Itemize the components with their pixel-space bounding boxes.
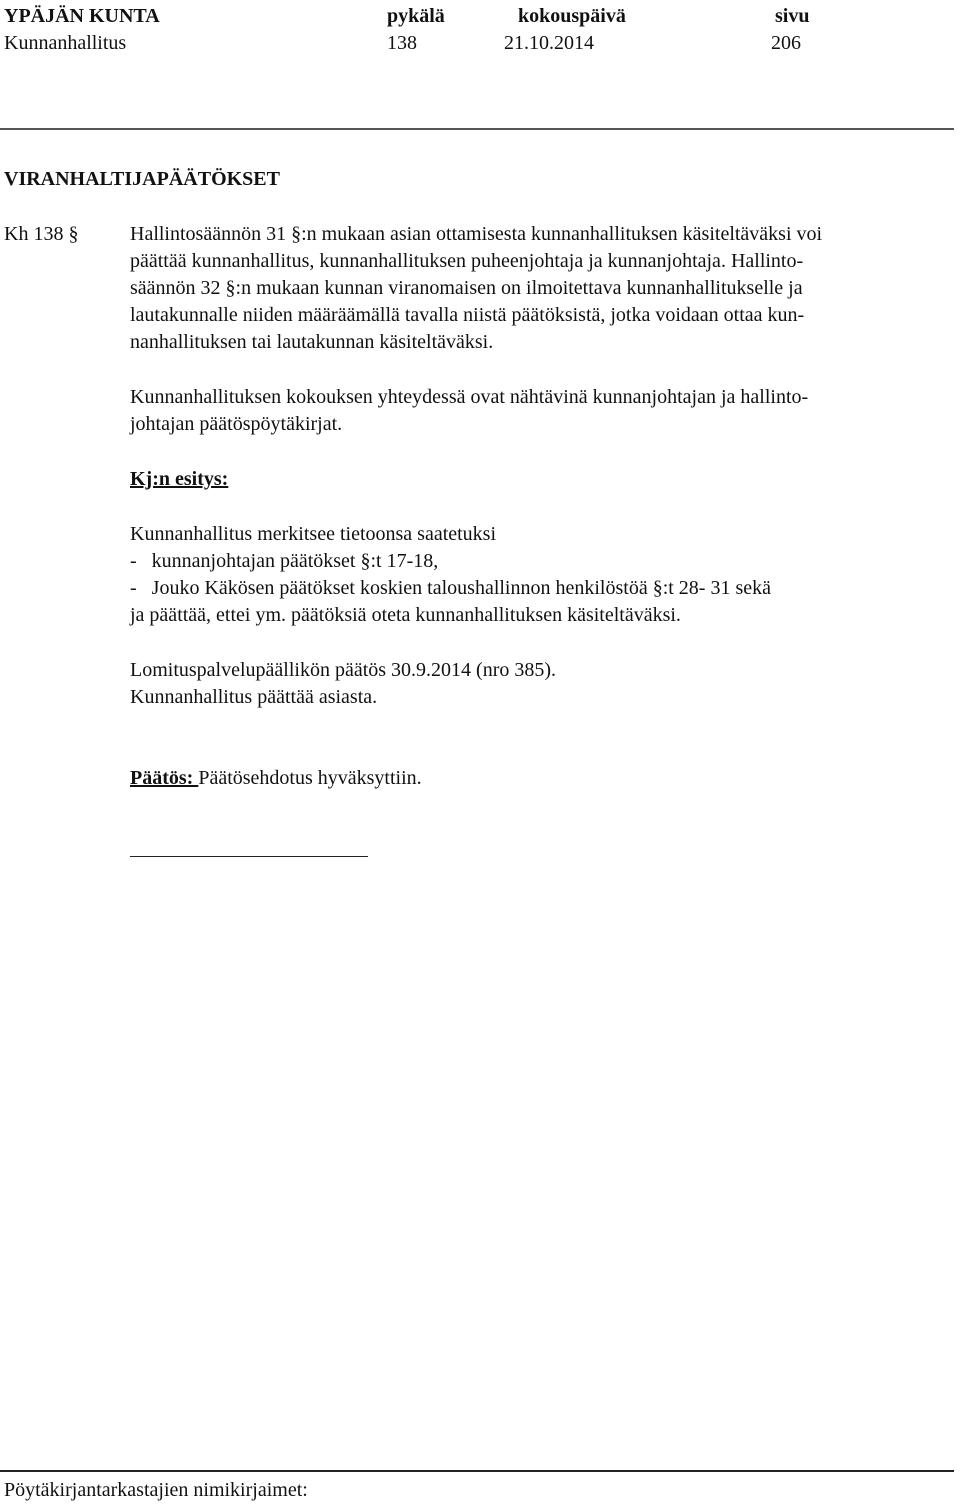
header-pykala-value: 138 xyxy=(387,32,417,54)
paragraph-1-line: säännön 32 §:n mukaan kunnan viranomaisen on ilmoitettava kunnanhallitukselle ja xyxy=(130,277,803,299)
proposal-line: - kunnanjohtajan päätökset §:t 17-18, xyxy=(130,550,439,572)
paragraph-2-line: johtajan päätöspöytäkirjat. xyxy=(130,413,343,435)
paragraph-2-line: Kunnanhallituksen kokouksen yhteydessä ovat nähtävinä kunnanjohtajan ja hallinto- xyxy=(130,386,809,408)
proposal-line: ja päättää, ettei ym. päätöksiä oteta kunnanhallituksen käsiteltäväksi. xyxy=(130,604,681,626)
proposal-line: - Jouko Käkösen päätökset koskien taloushallinnon henkilöstöä §:t 28- 31 sekä xyxy=(130,577,772,599)
decision-label: Päätös: xyxy=(130,767,199,789)
note-line: Lomituspalvelupäällikön päätös 30.9.2014 (nro 385). xyxy=(130,659,557,681)
signature-line xyxy=(130,856,368,857)
note-line: Kunnanhallitus päättää asiasta. xyxy=(130,686,378,708)
paragraph-1 xyxy=(130,221,960,356)
proposal-heading: Kj:n esitys: xyxy=(130,468,229,490)
header-label-pykala: pykälä xyxy=(387,5,445,27)
header-label-kokouspaiva: kokouspäivä xyxy=(518,5,626,27)
section-title: VIRANHALTIJAPÄÄTÖKSET xyxy=(4,168,280,190)
paragraph-1-line: lautakunnalle niiden määräämällä tavalla niistä päätöksistä, jotka voidaan ottaa kun- xyxy=(130,304,805,326)
footer-initials-label: Pöytäkirjantarkastajien nimikirjaimet: xyxy=(4,1479,308,1501)
note-block xyxy=(130,657,960,711)
header-divider xyxy=(0,128,954,130)
proposal-line: Kunnanhallitus merkitsee tietoonsa saatetuksi xyxy=(130,523,497,545)
municipality-name: YPÄJÄN KUNTA xyxy=(4,5,160,27)
paragraph-1-line: päättää kunnanhallitus, kunnanhallituksen puheenjohtaja ja kunnanjohtaja. Hallinto- xyxy=(130,250,804,272)
decision xyxy=(130,766,422,790)
footer-divider xyxy=(0,1470,954,1472)
header-label-sivu: sivu xyxy=(775,5,810,27)
paragraph-1-line: Hallintosäännön 31 §:n mukaan asian ottamisesta kunnanhallituksen käsiteltäväksi voi xyxy=(130,223,823,245)
decision-text: Päätösehdotus hyväksyttiin. xyxy=(198,767,422,789)
header-date-value: 21.10.2014 xyxy=(504,32,594,54)
header-body-name: Kunnanhallitus xyxy=(4,32,127,54)
paragraph-1-line: nanhallituksen tai lautakunnan käsiteltäväksi. xyxy=(130,331,494,353)
paragraph-2 xyxy=(130,384,960,438)
proposal-body xyxy=(130,521,960,629)
header-page-value: 206 xyxy=(771,32,801,54)
item-label: Kh 138 § xyxy=(4,223,79,245)
